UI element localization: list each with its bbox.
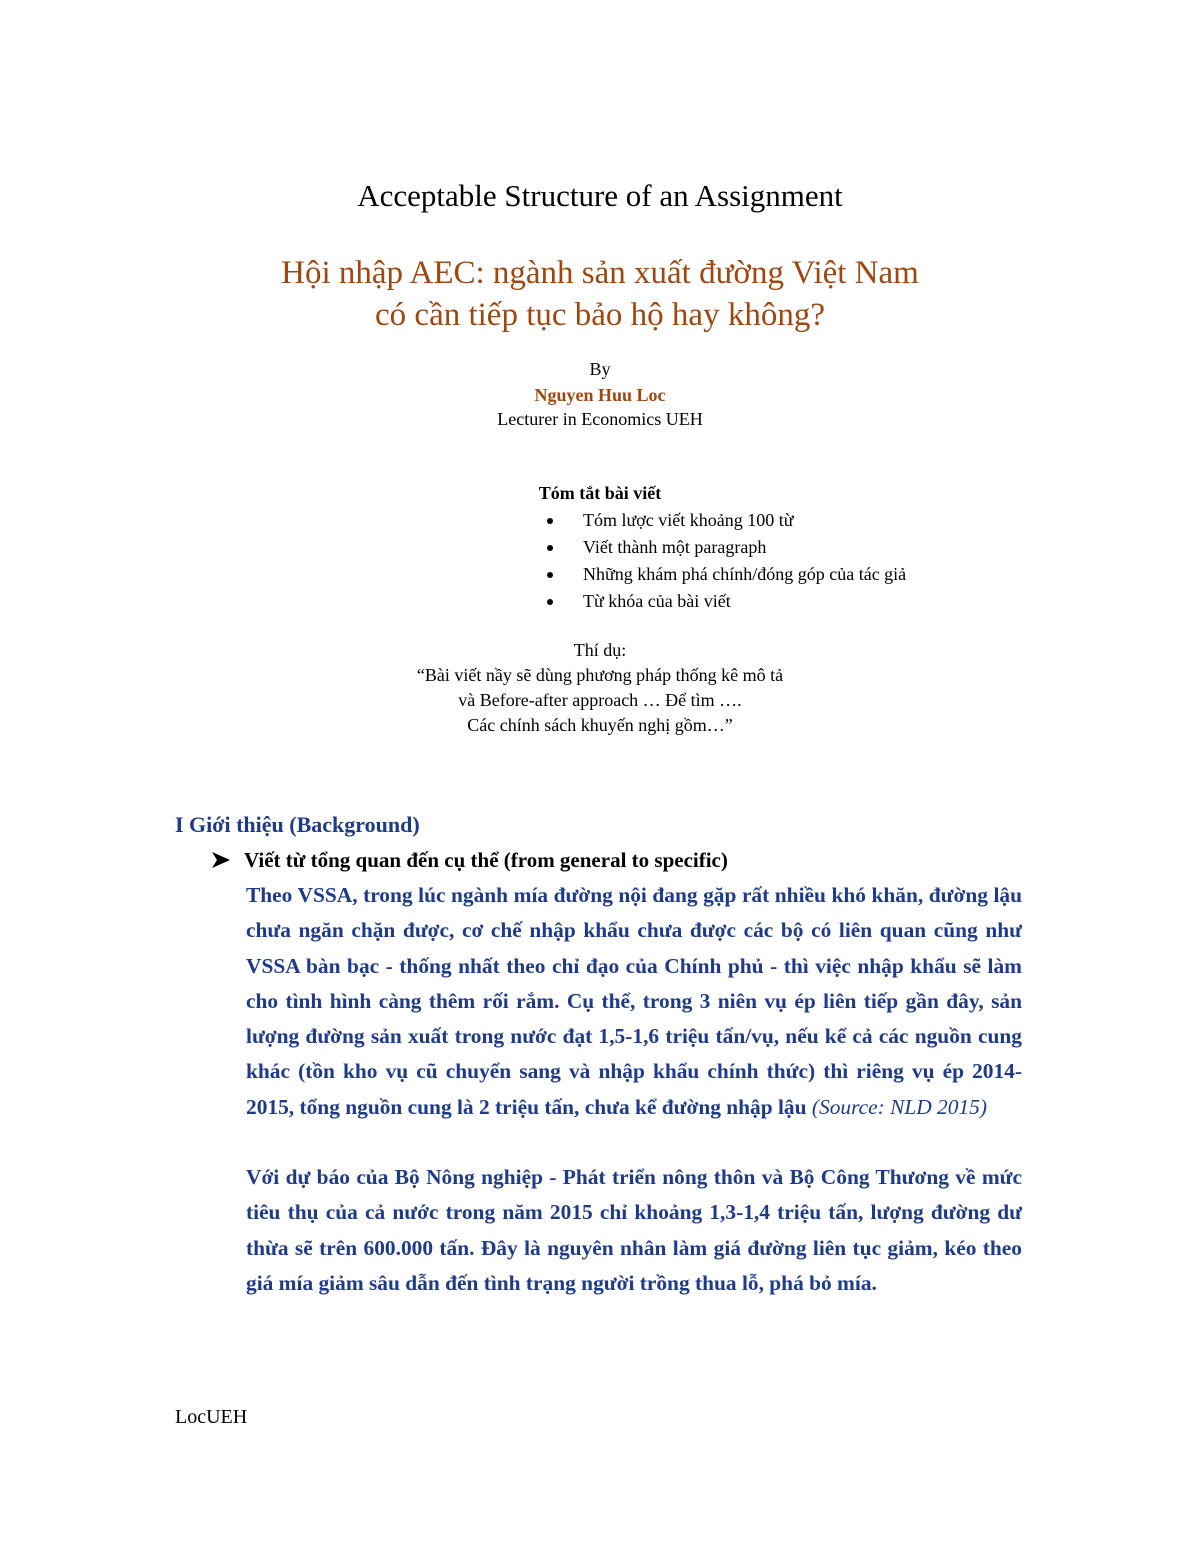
- by-label: By: [589, 359, 611, 379]
- vietnamese-title-line-2: có cần tiếp tục bảo hộ hay không?: [375, 297, 825, 333]
- footer-text: LocUEH: [175, 1406, 248, 1428]
- subpoint-text: Viết từ tổng quan đến cụ thể (from general to specific): [244, 848, 728, 872]
- example-line-1: “Bài viết nầy sẽ dùng phương pháp thống kê mô tả: [416, 665, 784, 685]
- subpoint: [210, 845, 728, 878]
- list-item: Viết thành một paragraph: [537, 535, 906, 562]
- vietnamese-title: [0, 252, 1200, 336]
- body-paragraph-1: Theo VSSA, trong lúc ngành mía đường nội đang gặp rất nhiều khó khăn, đường lậu chưa ngăn chặn được, cơ chế nhập khẩu chưa được các bộ có liên quan cũng như VSSA bàn bạc - thống nhất theo chỉ đạo của Chính phủ - thì việc nhập khẩu sẽ làm cho tình hình càng thêm rối rắm. Cụ thể, trong 3 niên vụ ép liên tiếp gần đây, sản lượng đường sản xuất trong nước đạt 1,5-1,6 triệu tấn/vụ, nếu kể cả các nguồn cung khác (tồn kho vụ cũ chuyển sang và nhập khẩu chính thức) thì riêng vụ ép 2014-2015, tổng nguồn cung là 2 triệu tấn, chưa kể đường nhập lậu (Source: NLD 2015): [246, 883, 1022, 1119]
- author-name: Nguyen Huu Loc: [534, 385, 666, 405]
- list-item: Từ khóa của bài viết: [537, 589, 906, 616]
- example-line-3: Các chính sách khuyến nghị gồm…”: [467, 715, 733, 735]
- abstract-bullet-list: [537, 508, 906, 616]
- section-heading-introduction: I Giới thiệu (Background): [175, 812, 420, 837]
- bullet-dot-icon: [547, 599, 553, 605]
- abstract-heading: Tóm tắt bài viết: [538, 483, 662, 503]
- list-item: Tóm lược viết khoảng 100 từ: [537, 508, 906, 535]
- body-paragraph-2: Với dự báo của Bộ Nông nghiệp - Phát triển nông thôn và Bộ Công Thương về mức tiêu thụ của cả nước trong năm 2015 chỉ khoảng 1,3-1,4 triệu tấn, lượng đường dư thừa sẽ trên 600.000 tấn. Đây là nguyên nhân làm giá đường liên tục giảm, kéo theo giá mía giảm sâu dẫn đến tình trạng người trồng thua lỗ, phá bỏ mía.: [246, 1165, 1022, 1295]
- source-citation: (Source: NLD 2015): [811, 1094, 987, 1119]
- example-line-2: và Before-after approach … Để tìm ….: [458, 690, 742, 710]
- vietnamese-title-line-1: Hội nhập AEC: ngành sản xuất đường Việt Nam: [281, 255, 919, 291]
- bullet-dot-icon: [547, 518, 553, 524]
- document-title: Acceptable Structure of an Assignment: [357, 178, 843, 213]
- bullet-dot-icon: [547, 545, 553, 551]
- example-label: Thí dụ:: [573, 640, 627, 660]
- author-affiliation: Lecturer in Economics UEH: [497, 409, 703, 429]
- arrow-bullet-icon: [210, 848, 232, 878]
- bullet-dot-icon: [547, 572, 553, 578]
- list-item: Những khám phá chính/đóng góp của tác giả: [537, 562, 906, 589]
